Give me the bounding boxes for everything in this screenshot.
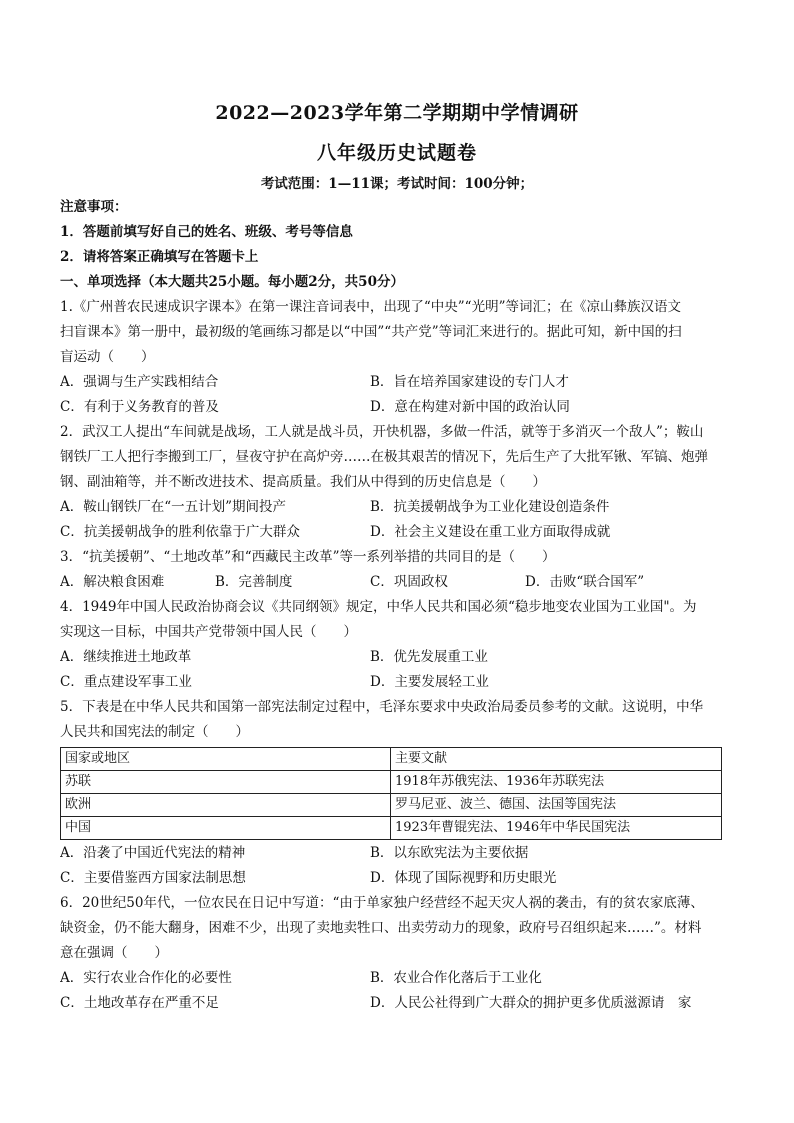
option-c: C．土地改革存在严重不足 [60, 995, 219, 1011]
option-c: C．巩固政权 [370, 574, 448, 590]
option-b: B．以东欧宪法为主要依据 [370, 845, 529, 861]
option-b: B．完善制度 [215, 574, 293, 590]
option-b: B．抗美援朝战争为工业化建设创造条件 [370, 499, 610, 515]
question-text: 意在强调（ ） [60, 945, 168, 961]
question-text: 盲运动（ ） [60, 349, 155, 365]
question-text: 2．武汉工人提出“车间就是战场，工人就是战斗员，开快机器，多做一件活，就等于多消灭一个敌人”；鞍山 [60, 424, 704, 440]
table-cell: 欧洲 [61, 794, 391, 817]
option-c: C．主要借鉴西方国家法制思想 [60, 870, 246, 886]
question-5 [60, 695, 734, 891]
option-d: D．社会主义建设在重工业方面取得成就 [370, 524, 611, 540]
table-cell: 1923年曹锟宪法、1946年中华民国宪法 [391, 817, 722, 840]
exam-content [60, 195, 734, 1016]
table-cell: 中国 [61, 817, 391, 840]
option-c: C．有利于义务教育的普及 [60, 399, 219, 415]
question-2 [60, 420, 734, 545]
table-header-row [61, 748, 722, 771]
option-d: D．击败“联合国军” [525, 574, 645, 590]
option-b: B．旨在培养国家建设的专门人才 [370, 374, 569, 390]
option-d: D．主要发展轻工业 [370, 674, 489, 690]
option-a: A．继续推进土地政革 [60, 649, 192, 665]
exam-title: 2022—2023学年第二学期期中学情调研 [215, 102, 579, 124]
table-cell: 罗马尼亚、波兰、德国、法国等国宪法 [391, 794, 722, 817]
option-c: C．重点建设军事工业 [60, 674, 192, 690]
question-text: 钢铁厂工人把行李搬到工厂，昼夜守护在高炉旁……在极其艰苦的情况下，先后生产了大批军锹、军镐、炮弹 [60, 449, 708, 465]
question-text: 5．下表是在中华人民共和国第一部宪法制定过程中，毛泽东要求中央政治局委员参考的文献。这说明，中华 [60, 699, 704, 715]
option-a: A．鞍山钢铁厂在“一五计划”期间投产 [60, 499, 287, 515]
table-row [61, 794, 722, 817]
notes-heading: 注意事项： [60, 199, 128, 215]
question-4 [60, 595, 734, 695]
table-row [61, 817, 722, 840]
note-item: 2．请将答案正确填写在答题卡上 [60, 249, 259, 265]
question-1 [60, 295, 734, 420]
section-heading: 一、单项选择（本大题共25小题。每小题2分，共50分） [60, 274, 404, 290]
option-a: A．实行农业合作化的必要性 [60, 970, 232, 986]
option-d: D．意在构建对新中国的政治认同 [370, 399, 570, 415]
option-a: A．沿袭了中国近代宪法的精神 [60, 845, 246, 861]
question-6 [60, 891, 734, 1016]
table-row [61, 771, 722, 794]
question-text: 缺资金，仍不能大翻身，困难不少，出现了卖地卖牲口、出卖劳动力的现象，政府号召组织起来……”。材料 [60, 920, 702, 936]
option-b: B．优先发展重工业 [370, 649, 488, 665]
question-text: 6．20世纪50年代，一位农民在日记中写道：“由于单家独户经营经不起天灾人祸的袭击，有的贫农家底薄、 [60, 895, 704, 911]
question-text: 3．“抗美援朝”、“土地改革”和“西藏民主改革”等一系列举措的共同目的是（ ） [60, 549, 556, 565]
option-c: C．抗美援朝战争的胜利依靠于广大群众 [60, 524, 300, 540]
question-text: 1.《广州普农民速成识字课本》在第一课注音词表中，出现了“中央”“光明”等词汇；在《凉山彝族汉语文 [60, 299, 681, 315]
option-d: D．人民公社得到广大群众的拥护更多优质滋源请 家 [370, 995, 692, 1011]
constitution-reference-table [60, 747, 722, 840]
question-3 [60, 545, 734, 595]
table-header: 国家或地区 [61, 748, 391, 771]
exam-info: 考试范围：1—11课；考试时间：100分钟； [260, 176, 534, 192]
question-text: 4．1949年中国人民政治协商会议《共同纲领》规定，中华人民共和国必须“稳步地变农业国为工业国"。为 [60, 599, 697, 615]
option-a: A．强调与生产实践相结合 [60, 374, 219, 390]
table-cell: 苏联 [61, 771, 391, 794]
question-text: 实现这一目标，中国共产党带领中国人民（ ） [60, 624, 357, 640]
question-text: 扫盲课本》第一册中，最初级的笔画练习都是以“中国”“共产党”等词汇来进行的。据此可知，新中国的扫 [60, 324, 682, 340]
option-b: B．农业合作化落后于工业化 [370, 970, 542, 986]
option-d: D．体现了国际视野和历史眼光 [370, 870, 557, 886]
option-a: A．解决粮食困难 [60, 574, 165, 590]
table-cell: 1918年苏俄宪法、1936年苏联宪法 [391, 771, 722, 794]
exam-subject-title: 八年级历史试题卷 [316, 142, 477, 164]
note-item: 1．答题前填写好自己的姓名、班级、考号等信息 [60, 224, 353, 240]
table-header: 主要文献 [391, 748, 722, 771]
question-text: 人民共和国宪法的制定（ ） [60, 724, 249, 740]
question-text: 钢、副油箱等，并不断改进技术、提高质量。我们从中得到的历史信息是（ ） [60, 474, 546, 490]
